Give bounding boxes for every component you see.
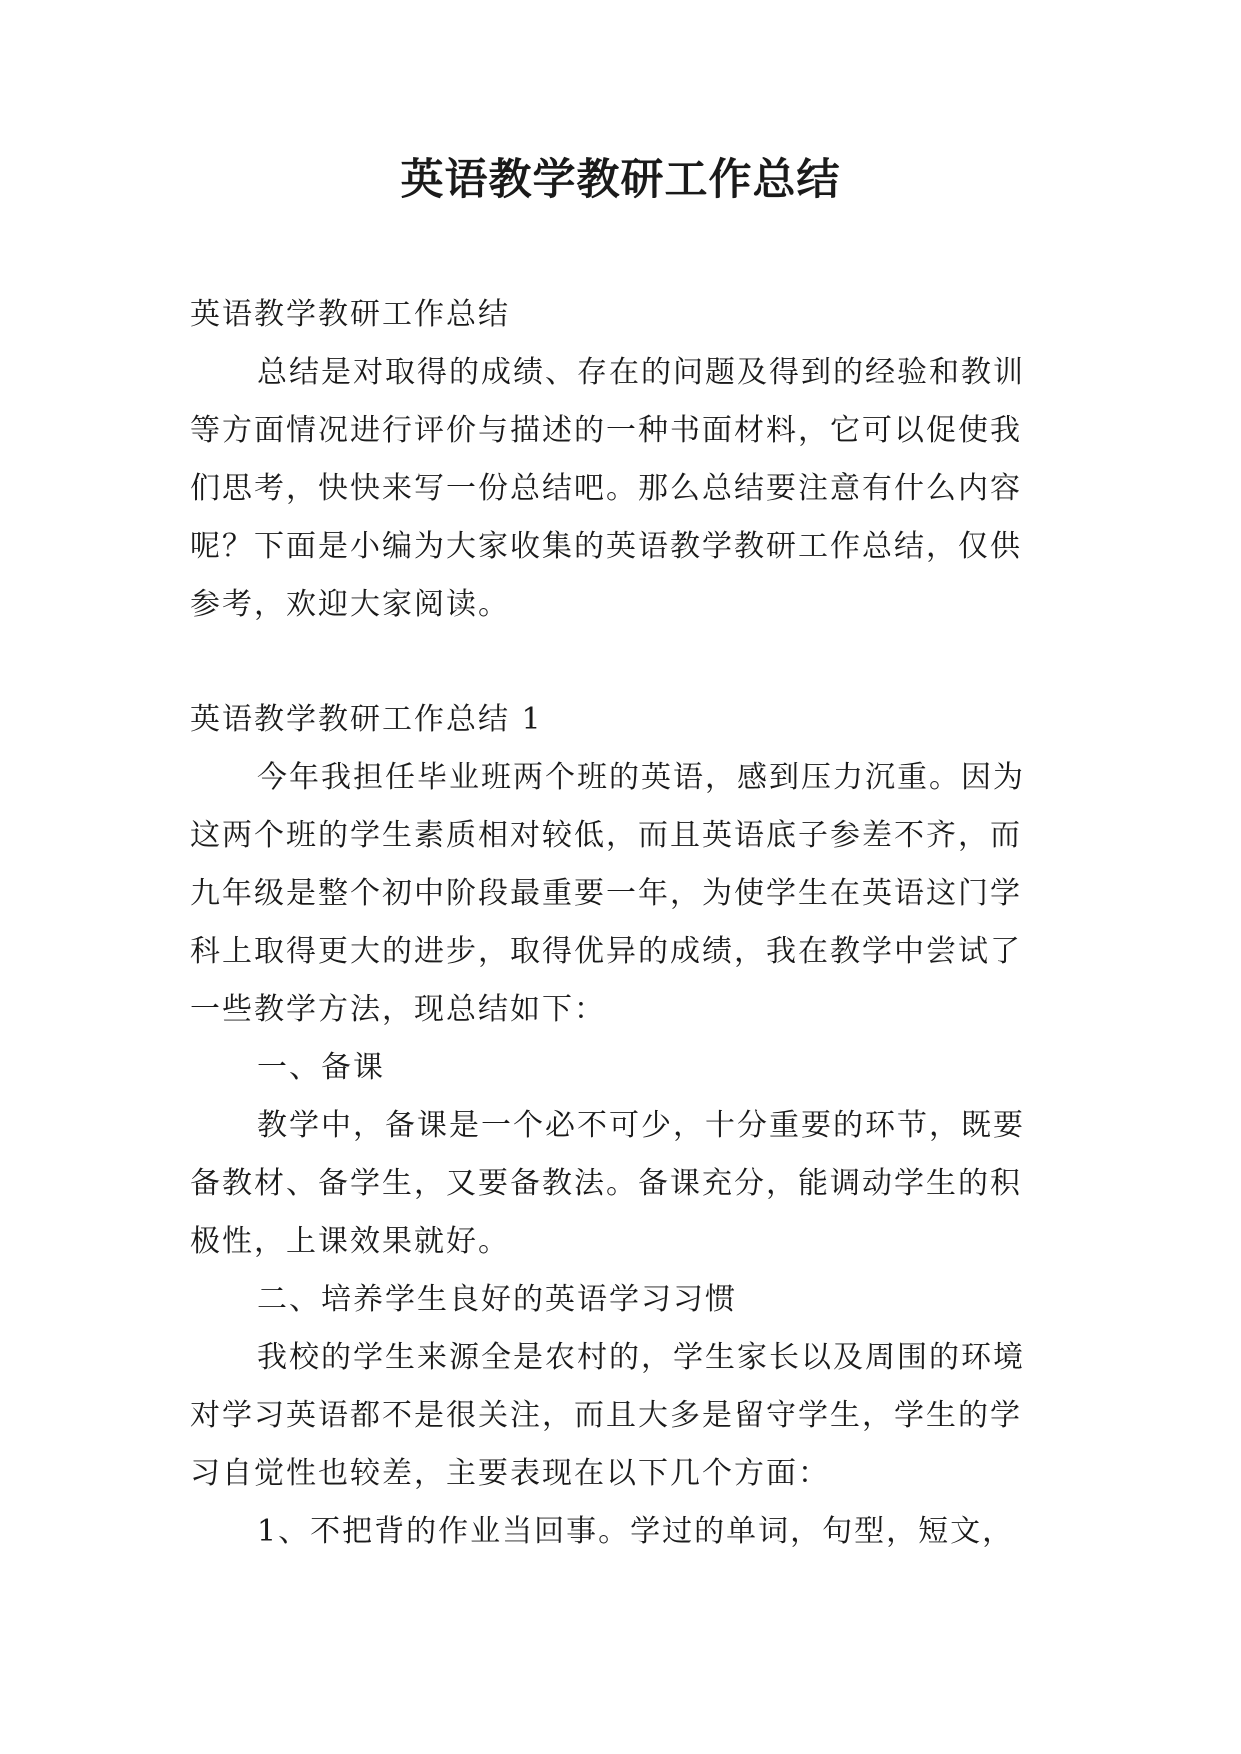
paragraph-line: 这两个班的学生素质相对较低，而且英语底子参差不齐，而 (190, 818, 1022, 853)
paragraph-line: 对学习英语都不是很关注，而且大多是留守学生，学生的学 (190, 1398, 1022, 1433)
paragraph-line: 极性，上课效果就好。 (190, 1224, 510, 1259)
paragraph-line: 我校的学生来源全是农村的，学生家长以及周围的环境 (257, 1340, 1025, 1375)
paragraph-line: 们思考，快快来写一份总结吧。那么总结要注意有什么内容 (190, 471, 1022, 506)
paragraph-line: 今年我担任毕业班两个班的英语，感到压力沉重。因为 (257, 760, 1025, 795)
paragraph-line: 习自觉性也较差，主要表现在以下几个方面： (190, 1456, 830, 1491)
paragraph-line: 备教材、备学生，又要备教法。备课充分，能调动学生的积 (190, 1166, 1022, 1201)
paragraph-line: 1、不把背的作业当回事。学过的单词，句型，短文， (257, 1514, 1015, 1549)
paragraph-line: 参考，欢迎大家阅读。 (190, 587, 510, 622)
paragraph-line: 等方面情况进行评价与描述的一种书面材料，它可以促使我 (190, 413, 1022, 448)
paragraph-line: 教学中，备课是一个必不可少，十分重要的环节，既要 (257, 1108, 1025, 1143)
paragraph-line: 呢？下面是小编为大家收集的英语教学教研工作总结，仅供 (190, 529, 1022, 564)
subtitle-line: 英语教学教研工作总结 (190, 297, 510, 332)
subsection-heading: 二、培养学生良好的英语学习习惯 (257, 1282, 737, 1317)
paragraph-line: 总结是对取得的成绩、存在的问题及得到的经验和教训 (257, 355, 1025, 390)
subsection-heading: 一、备课 (257, 1050, 385, 1085)
section-heading: 英语教学教研工作总结 1 (190, 702, 543, 737)
paragraph-line: 一些教学方法，现总结如下： (190, 992, 606, 1027)
document-title: 英语教学教研工作总结 (400, 155, 841, 205)
paragraph-line: 九年级是整个初中阶段最重要一年，为使学生在英语这门学 (190, 876, 1022, 911)
paragraph-line: 科上取得更大的进步，取得优异的成绩，我在教学中尝试了 (190, 934, 1022, 969)
